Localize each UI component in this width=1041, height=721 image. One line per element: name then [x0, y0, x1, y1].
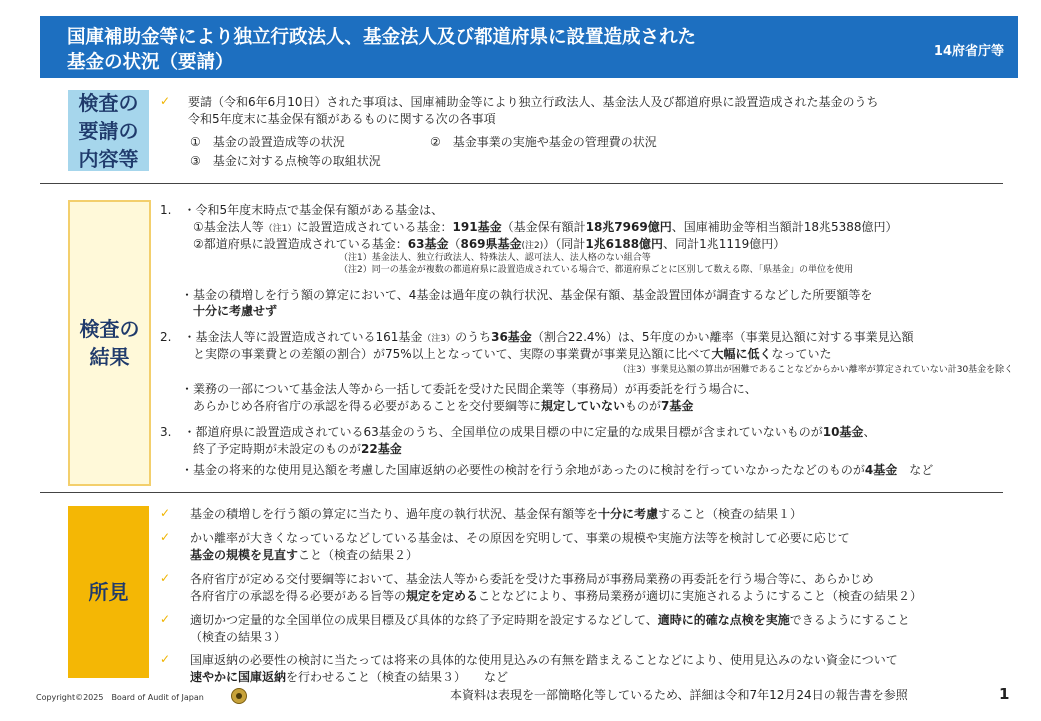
copyright-text: Copyright©2025 Board of Audit of Japan: [36, 693, 204, 702]
findings-label-text: 所見: [88, 580, 129, 604]
request-item-1: ① 基金の設置造成等の状況: [190, 135, 345, 149]
finding-2-line1: かい離率が大きくなっているなどしている基金は、その原因を究明して、事業の規模や実施方法等を検討して必要に応じて: [190, 531, 850, 545]
finding-5-line1: 国庫返納の必要性の検討に当たっては将来の具体的な使用見込みの有無を踏まえることなどにより、使用見込みのない資金について: [190, 653, 898, 667]
request-label-line2: 要請の: [78, 118, 139, 143]
result2-item-a-line1: 2. ・基金法人等に設置造成されている161基金（注3）のうち36基金（割合22.4%）は、5年度のかい離率（事業見込額に対する事業見込額: [160, 330, 914, 344]
request-item-3: ③ 基金に対する点検等の取組状況: [190, 154, 381, 168]
request-item-2: ② 基金事業の実施や基金の管理費の状況: [430, 135, 657, 149]
request-label-line1: 検査の: [78, 90, 139, 115]
request-label-line3: 内容等: [78, 146, 139, 171]
finding-5-line2: 速やかに国庫返納を行わせること（検査の結果３） など: [190, 670, 509, 684]
request-line2: 令和5年度末に基金保有額があるものに関する次の各事項: [188, 112, 496, 126]
note-3: （注3）事業見込額の算出が困難であることなどからかい離率が算定されていない計30基金を除く: [618, 365, 1014, 375]
request-section-label: [68, 90, 149, 171]
ministry-count-tag: 14府省庁等: [933, 44, 1004, 59]
note-1: （注1）基金法人、独立行政法人、特殊法人、認可法人、法人格のない組合等: [339, 253, 651, 263]
page-title-line1: 国庫補助金等により独立行政法人、基金法人及び都道府県に設置造成された: [67, 27, 697, 48]
check-icon: ✓: [160, 530, 171, 544]
result3-item-a-line2: 終了予定時期が未設定のものが22基金: [193, 442, 402, 456]
board-emblem-icon: [231, 688, 247, 704]
request-line1: 要請（令和6年6月10日）された事項は、国庫補助金等により独立行政法人、基金法人及び都道府県に設置造成された基金のうち: [188, 95, 879, 109]
results-label-line2: 結果: [89, 345, 130, 369]
finding-1: 基金の積増しを行う額の算定に当たり、過年度の執行状況、基金保有額等を十分に考慮すること（検査の結果１）: [190, 507, 803, 521]
check-icon: ✓: [160, 94, 171, 108]
result1-item-b: ②都道府県に設置造成されている基金：63基金（869県基金(注2)）（同計1兆6188億円、同計1兆1119億円）: [193, 237, 786, 251]
page-title-line2: 基金の状況（要請）: [67, 52, 234, 73]
footer-note: 本資料は表現を一部簡略化等しているため、詳細は令和7年12月24日の報告書を参照: [450, 688, 908, 702]
finding-3-line2: 各府省庁の承認を得る必要がある旨等の規定を定めることなどにより、事務局業務が適切に実施されるようにすること（検査の結果２）: [190, 589, 923, 603]
result1-item-c-line1: ・基金の積増しを行う額の算定において、4基金は過年度の執行状況、基金保有額、基金設置団体が調査するなどした所要額等を: [181, 288, 873, 302]
result2-item-b-line1: ・業務の一部について基金法人等から一括して委託を受けた民間企業等（事務局）が再委託を行う場合に、: [181, 382, 757, 396]
check-icon: ✓: [160, 571, 171, 585]
result2-item-a-line2: と実際の事業費との差額の割合）が75%以上となっていて、実際の事業費が事業見込額に比べて大幅に低くなっていた: [193, 347, 832, 361]
check-icon: ✓: [160, 652, 171, 666]
result1-item-a: ①基金法人等（注1）に設置造成されている基金：191基金（基金保有額計18兆7969億円、国庫補助金等相当額計18兆5388億円）: [193, 220, 898, 234]
result1-item-c-line2: 十分に考慮せず: [193, 304, 278, 318]
note-2: （注2）同一の基金が複数の都道府県に設置造成されている場合で、都道府県ごとに区別して数える際、「県基金」の単位を使用: [339, 265, 854, 275]
finding-4-line2: （検査の結果３）: [190, 630, 287, 644]
section-divider: [40, 183, 1003, 184]
result2-item-b-line2: あらかじめ各府省庁の承認を得る必要があることを交付要綱等に規定していないものが7基金: [193, 399, 694, 413]
finding-2-line2: 基金の規模を見直すこと（検査の結果２）: [190, 548, 419, 562]
finding-3-line1: 各府省庁が定める交付要綱等において、基金法人等から委託を受けた事務局が事務局業務の再委託を行う場合等に、あらかじめ: [190, 572, 874, 586]
findings-section-label: [68, 506, 149, 678]
result3-item-a-line1: 3. ・都道府県に設置造成されている63基金のうち、全国単位の成果目標の中に定量的な成果目標が含まれていないものが10基金、: [160, 425, 876, 439]
title-banner: [40, 16, 1018, 78]
results-section-label: [68, 200, 151, 486]
check-icon: ✓: [160, 506, 171, 520]
section-divider: [40, 492, 1003, 493]
page-number: 1: [999, 685, 1010, 703]
result3-item-b: ・基金の将来的な使用見込額を考慮した国庫返納の必要性の検討を行う余地があったのに検討を行っていなかったなどのものが4基金 など: [181, 463, 934, 477]
results-label-line1: 検査の: [79, 317, 140, 341]
finding-4-line1: 適切かつ定量的な全国単位の成果目標及び具体的な終了予定時期を設定するなどして、適時に的確な点検を実施できるようにすること: [190, 613, 910, 627]
result1-heading: 1. ・令和5年度末時点で基金保有額がある基金は、: [160, 203, 444, 217]
check-icon: ✓: [160, 612, 171, 626]
